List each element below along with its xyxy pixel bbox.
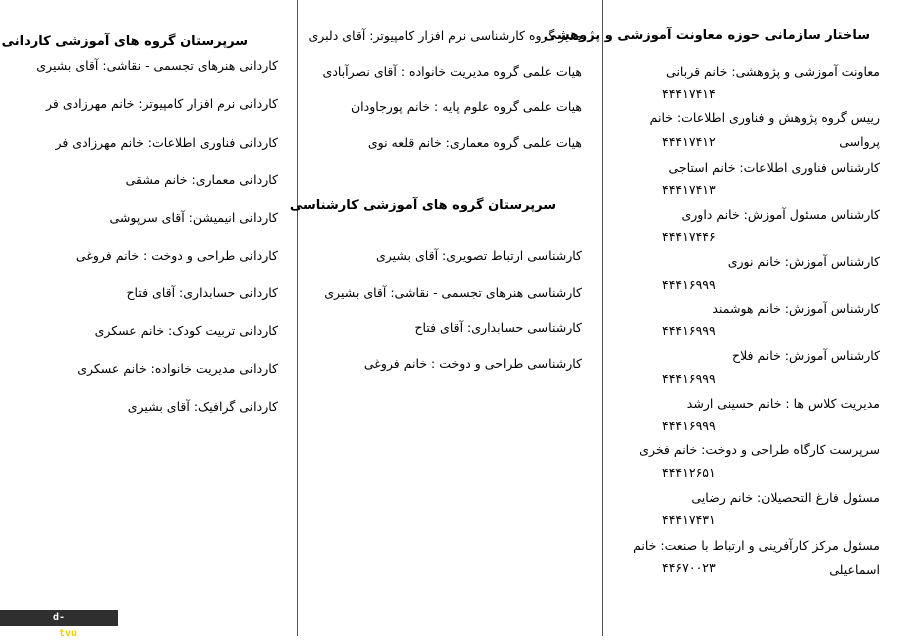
- column-divider-left: [297, 0, 298, 636]
- left-column: [1, 0, 278, 636]
- supervisor-line: کاردانی معماری: خانم مشقی: [125, 172, 278, 187]
- staff-line: هیات علمی گروه معماری: خانم قلعه نوی: [367, 135, 582, 150]
- right-column-title: ساختار سازمانی حوزه معاونت آموزشی و پژوهشی: [543, 28, 870, 43]
- entry-phone: ۴۴۴۱۲۶۵۱: [662, 465, 716, 480]
- right-column: [543, 0, 880, 636]
- entry-label: کارشناس آموزش: خانم هوشمند: [712, 301, 880, 316]
- entry-label: کارشناس آموزش: خانم فلاح: [732, 348, 880, 363]
- entry-label: کارشناس آموزش: خانم نوری: [727, 254, 880, 269]
- watermark-prefix: d-sabzevar.: [4, 612, 66, 639]
- supervisor-line: کارشناسی ارتباط تصویری: آقای بشیری: [375, 248, 582, 263]
- supervisor-line: کاردانی گرافیک: آقای بشیری: [127, 399, 278, 414]
- entry-phone: ۴۴۴۱۶۹۹۹: [662, 371, 716, 386]
- supervisor-line: کاردانی هنرهای تجسمی - نقاشی: آقای بشیری: [36, 58, 278, 73]
- column-divider-right: [602, 0, 603, 636]
- supervisor-line: کاردانی تربیت کودک: خانم عسکری: [94, 323, 278, 338]
- entry-label: مسئول فارغ التحصیلان: خانم رضایی: [691, 490, 880, 505]
- watermark-suffix: .ac.ir: [77, 628, 114, 639]
- staff-line: هیات علمی گروه مدیریت خانواده : آقای نصرآبادی: [322, 64, 582, 79]
- middle-column-title: سرپرستان گروه های آموزشی کارشناسی: [289, 198, 556, 213]
- entry-phone: ۴۴۶۷۰۰۲۳: [662, 560, 716, 575]
- supervisor-line: کاردانی فناوری اطلاعات: خانم مهرزادی فر: [55, 135, 278, 150]
- entry-phone: ۴۴۴۱۶۹۹۹: [662, 418, 716, 433]
- staff-line: هیات علمی گروه علوم پایه : خانم پورجاودان: [351, 99, 582, 114]
- supervisor-line: کارشناسی هنرهای تجسمی - نقاشی: آقای بشیری: [324, 285, 582, 300]
- supervisor-line: کاردانی انیمیشن: آقای سرپوشی: [109, 210, 278, 225]
- entry-label: کارشناس فناوری اطلاعات: خانم استاجی: [668, 160, 880, 175]
- supervisor-line: کاردانی حسابداری: آقای فتاح: [126, 285, 278, 300]
- entry-label: سرپرست کارگاه طراحی و دوخت: خانم فخری: [639, 442, 880, 457]
- supervisor-line: کاردانی نرم افزار کامپیوتر: خانم مهرزادی فر: [45, 96, 278, 111]
- entry-phone: ۴۴۴۱۷۴۱۴: [662, 86, 716, 101]
- entry-phone: ۴۴۴۱۷۴۱۲: [662, 134, 716, 149]
- supervisor-line: کاردانی مدیریت خانواده: خانم عسکری: [77, 361, 278, 376]
- entry-label: معاونت آموزشی و پژوهشی: خانم قربانی: [666, 64, 880, 79]
- entry-label: کارشناس مسئول آموزش: خانم داوری: [681, 207, 880, 222]
- entry-phone: ۴۴۴۱۷۴۴۶: [662, 229, 716, 244]
- entry-label: مدیریت کلاس ها : خانم حسینی ارشد: [686, 396, 880, 411]
- supervisor-line: کاردانی طراحی و دوخت : خانم فروغی: [75, 248, 278, 263]
- left-column-title: سرپرستان گروه های آموزشی کاردانی: [1, 34, 248, 49]
- supervisor-line: کارشناسی طراحی و دوخت : خانم فروغی: [363, 356, 582, 371]
- entry-phone: ۴۴۴۱۷۴۳۱: [662, 512, 716, 527]
- entry-label: مسئول مرکز کارآفرینی و ارتباط با صنعت: خانم: [633, 538, 880, 553]
- staff-line: مدیر گروه کارشناسی نرم افزار کامپیوتر: آقای دلبری: [308, 28, 582, 43]
- entry-phone: ۴۴۴۱۷۴۱۳: [662, 182, 716, 197]
- website-watermark: [0, 610, 118, 639]
- middle-column: [289, 0, 582, 636]
- entry-label: رییس گروه پژوهش و فناوری اطلاعات: خانم: [649, 110, 880, 125]
- watermark-accent: tvu: [59, 628, 78, 639]
- entry-label-continued: اسماعیلی: [829, 562, 880, 577]
- entry-label-continued: پرواسی: [839, 134, 880, 149]
- entry-phone: ۴۴۴۱۶۹۹۹: [662, 323, 716, 338]
- supervisor-line: کارشناسی حسابداری: آقای فتاح: [414, 320, 582, 335]
- entry-phone: ۴۴۴۱۶۹۹۹: [662, 277, 716, 292]
